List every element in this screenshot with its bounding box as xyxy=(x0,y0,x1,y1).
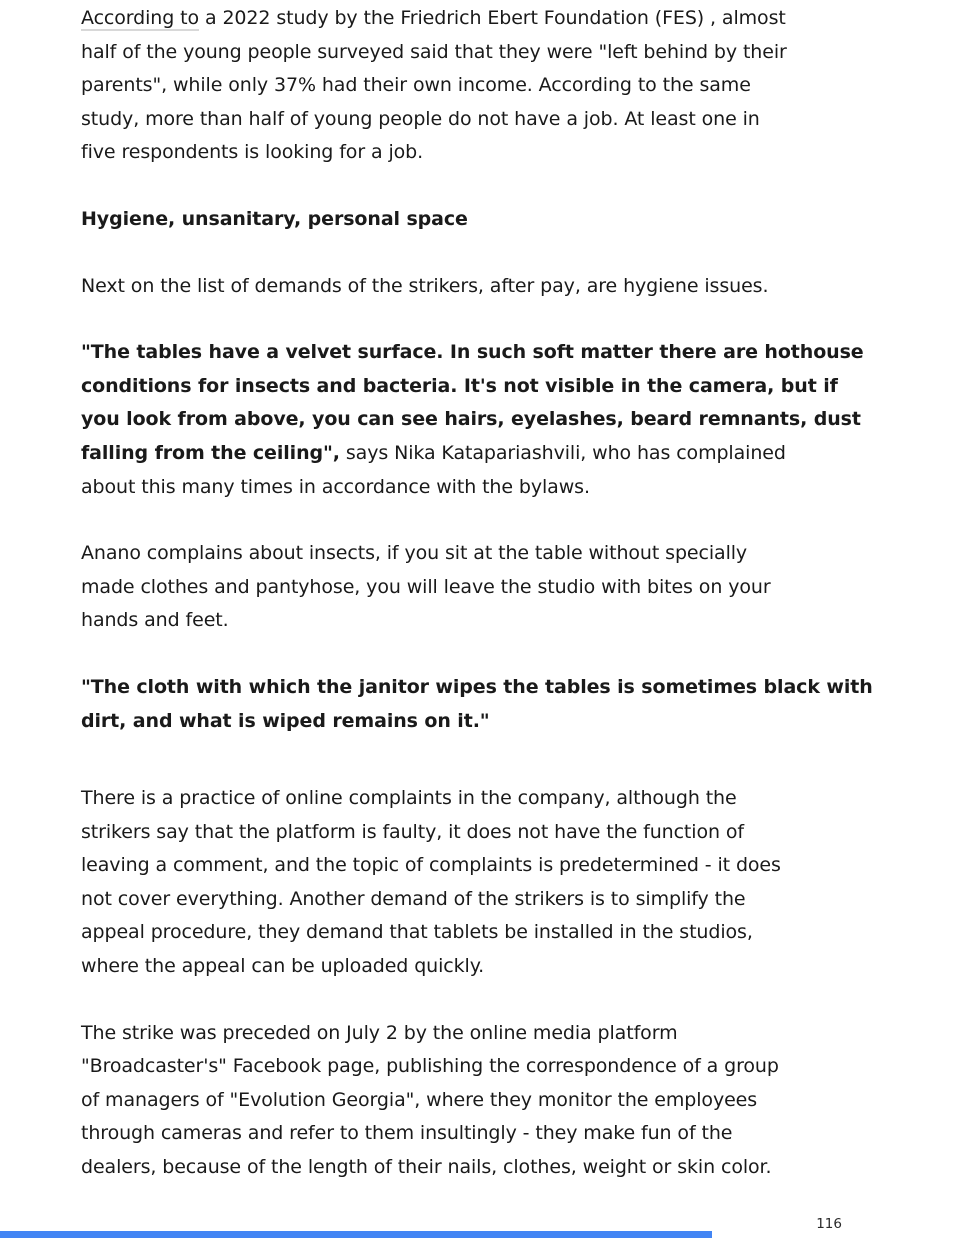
paragraph xyxy=(81,336,875,504)
text-segment: Hygiene, unsanitary, personal space xyxy=(81,207,468,230)
text-line xyxy=(81,1050,875,1084)
text-line xyxy=(81,136,875,170)
text-line xyxy=(81,370,875,404)
text-segment: five respondents is looking for a job. xyxy=(81,141,424,164)
text-line xyxy=(81,537,875,571)
text-segment: half of the young people surveyed said that they were "left behind by their xyxy=(81,40,787,63)
text-segment: study, more than half of young people do not have a job. At least one in xyxy=(81,107,760,130)
text-segment: through cameras and refer to them insultingly - they make fun of the xyxy=(81,1122,733,1145)
linked-text[interactable]: According to xyxy=(81,7,200,29)
text-line xyxy=(81,270,875,304)
text-line xyxy=(81,471,875,505)
text-line xyxy=(81,916,875,950)
text-segment: "The tables have a velvet surface. In such soft matter there are hothouse xyxy=(81,341,864,364)
text-line xyxy=(81,1117,875,1151)
paragraph xyxy=(81,1017,875,1185)
text-line xyxy=(81,1017,875,1051)
paragraph xyxy=(81,671,875,738)
text-line xyxy=(81,604,875,638)
text-line xyxy=(81,403,875,437)
text-segment: The strike was preceded on July 2 by the online media platform xyxy=(81,1021,678,1044)
text-line xyxy=(81,437,875,471)
page-number: 116 xyxy=(816,1215,842,1232)
text-line xyxy=(81,950,875,984)
text-line xyxy=(81,336,875,370)
text-line xyxy=(81,571,875,605)
text-segment: conditions for insects and bacteria. It's not visible in the camera, but if xyxy=(81,374,838,397)
paragraph xyxy=(81,782,875,984)
text-line xyxy=(81,2,875,36)
paragraph xyxy=(81,270,875,304)
text-line xyxy=(81,1084,875,1118)
text-segment: parents", while only 37% had their own income. According to the same xyxy=(81,74,751,97)
text-segment: "The cloth with which the janitor wipes the tables is sometimes black with xyxy=(81,675,873,698)
text-line xyxy=(81,671,875,705)
text-segment: leaving a comment, and the topic of complaints is predetermined - it does xyxy=(81,854,781,877)
paragraph xyxy=(81,537,875,638)
text-segment: falling from the ceiling", xyxy=(81,441,340,464)
text-segment: dealers, because of the length of their nails, clothes, weight or skin color. xyxy=(81,1156,772,1179)
text-segment: made clothes and pantyhose, you will leave the studio with bites on your xyxy=(81,575,771,598)
section-heading xyxy=(81,203,875,237)
text-segment: about this many times in accordance with the bylaws. xyxy=(81,475,590,498)
text-line xyxy=(81,705,875,739)
text-segment: strikers say that the platform is faulty, it does not have the function of xyxy=(81,820,744,843)
paragraph xyxy=(81,2,875,170)
text-segment: Next on the list of demands of the strikers, after pay, are hygiene issues. xyxy=(81,274,769,297)
text-line xyxy=(81,1151,875,1185)
text-segment: dirt, and what is wiped remains on it." xyxy=(81,709,490,732)
text-segment: Anano complains about insects, if you sit at the table without specially xyxy=(81,542,748,565)
text-segment: There is a practice of online complaints in the company, although the xyxy=(81,787,737,810)
text-segment: appeal procedure, they demand that tablets be installed in the studios, xyxy=(81,921,753,944)
text-line xyxy=(81,782,875,816)
text-segment: of managers of "Evolution Georgia", where they monitor the employees xyxy=(81,1088,758,1111)
bottom-accent-bar xyxy=(0,1231,712,1238)
text-line xyxy=(81,203,875,237)
text-line xyxy=(81,36,875,70)
text-line xyxy=(81,849,875,883)
text-segment: "Broadcaster's" Facebook page, publishing the correspondence of a group xyxy=(81,1055,779,1078)
text-line xyxy=(81,103,875,137)
text-segment: hands and feet. xyxy=(81,609,229,632)
text-line xyxy=(81,69,875,103)
text-segment: you look from above, you can see hairs, eyelashes, beard remnants, dust xyxy=(81,408,861,431)
text-line xyxy=(81,816,875,850)
text-segment: says Nika Katapariashvili, who has complained xyxy=(339,441,786,464)
text-line xyxy=(81,883,875,917)
text-segment: where the appeal can be uploaded quickly. xyxy=(81,955,485,978)
text-segment: not cover everything. Another demand of the strikers is to simplify the xyxy=(81,887,746,910)
text-segment: a 2022 study by the Friedrich Ebert Foundation (FES) , almost xyxy=(199,7,786,29)
